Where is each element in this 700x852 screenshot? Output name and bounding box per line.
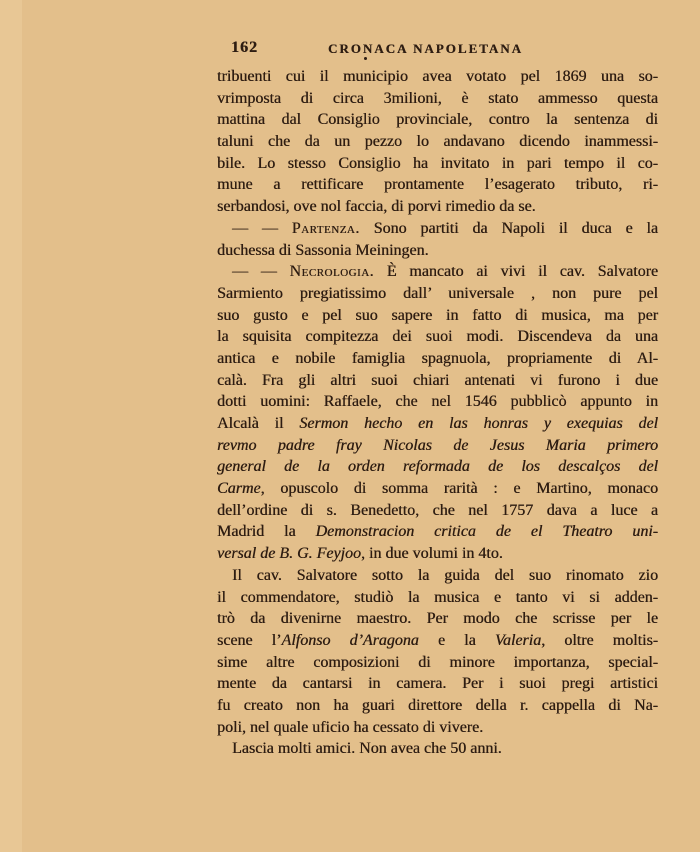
text-line [217,196,658,218]
text-line [217,435,658,457]
text-line [217,66,658,88]
text-line [217,326,658,348]
text-run: sime altre composizioni di minore importanza, special- [217,653,658,671]
text-run: vrimposta di circa 3milioni, è stato ammesso questa [217,89,658,107]
text-line [217,717,658,739]
text-run: serbandosi, ove nol faccia, di porvi rimedio da se. [217,198,536,216]
italic-text: Demonstracion critica de el Theatro uni- [315,523,658,541]
text-run: Alcalà il [217,415,300,432]
text-run: scene l’ [217,631,282,649]
text-run: , in due volumi in 4to. [360,545,503,563]
text-line [217,500,658,522]
text-run: duchessa di Sassonia Meiningen. [217,241,429,259]
smallcaps-heading: Partenza. [291,219,360,237]
text-line [217,695,658,717]
text-line [217,174,658,196]
text-line [217,652,658,674]
text-run: antica e nobile famiglia spagnuola, propriamente di Al- [217,349,658,367]
text-run: Lascia molti amici. Non avea che 50 anni. [232,740,502,758]
text-run: mune a rettificare prontamente l’esagerato tributo, ri- [217,176,658,194]
text-line [217,587,658,609]
page-header [217,39,658,59]
italic-text: Alfonso d’Aragona [281,631,419,649]
text-run: la squisita compitezza dei suoi modi. Discendeva da una [217,328,658,346]
text-run: dotti uomini: Raffaele, che nel 1546 pubblicò appunto in [217,393,658,411]
text-run: È mancato ai vivi il cav. Salvatore [374,263,659,281]
italic-text: Valeria [494,631,542,649]
text-line [217,391,658,413]
text-run: mente da cantarsi in camera. Per i suoi pregi artistici [217,675,658,693]
text-line [217,413,658,435]
text-run: dell’ordine di s. Benedetto, che nel 1757 dava a luce a [217,501,658,519]
text-run: fu creato non ha guari direttore della r. cappella di Na- [217,696,658,714]
text-line [217,218,658,240]
text-run: trò da divenirne maestro. Per modo che scrisse per le [217,610,658,628]
text-line [217,478,658,500]
text-line [217,348,658,370]
text-run: Madrid la [217,523,316,541]
text-line [217,283,658,305]
text-line [217,543,658,565]
running-title: CRONACA NAPOLETANA [327,41,523,56]
text-line [217,240,658,262]
text-line [217,305,658,327]
text-line [217,456,658,478]
text-line [217,153,658,175]
text-run: Sarmiento pregiatissimo dall’ universale , non pure pel [217,284,658,302]
text-line [217,521,658,543]
text-block [217,66,658,760]
text-run: tribuenti cui il municipio avea votato pel 1869 una so- [217,68,658,85]
text-line [217,738,658,760]
text-run: suo gusto e pel suo sapere in fatto di musica, ma per [217,306,658,324]
text-run: poli, nel quale uficio ha cessato di vivere. [217,718,484,736]
text-line [217,370,658,392]
text-run: — — [232,219,292,237]
italic-text: versal de B. G. Feyjoo [217,545,361,563]
text-line [217,608,658,630]
italic-text: revmo padre fray Nicolas de Jesus Maria primero [217,436,658,454]
text-line [217,88,658,110]
text-run: Sono partiti da Napoli il duca e la [359,219,659,237]
smallcaps-heading: Necrologia. [289,263,375,281]
italic-text: Carme [217,480,261,498]
text-line [217,630,658,652]
text-run: — — [232,263,290,281]
text-run: bile. Lo stesso Consiglio ha invitato in pari tempo il co- [217,154,658,172]
italic-text: general de la orden reformada de los descalços del [217,458,658,476]
text-line [217,261,658,283]
text-line [217,673,658,695]
ink-speck [364,57,367,60]
text-run: , oltre moltis- [541,631,659,649]
text-run: calà. Fra gli altri suoi chiari antenati vi furono i due [217,371,658,389]
text-line [217,109,658,131]
page-gutter-edge [0,0,22,852]
text-run: taluni che da un pezzo lo andavano dicendo inammessi- [217,133,658,151]
text-run: e la [418,631,495,649]
italic-text: Sermon hecho en las honras y exequias del [299,415,659,432]
text-line [217,565,658,587]
text-run: mattina dal Consiglio provinciale, contro la sentenza di [217,111,658,129]
page-number: 162 [231,39,258,56]
text-run: Il cav. Salvatore sotto la guida del suo rinomato zio [232,566,658,584]
text-run: , opuscolo di somma rarità : e Martino, monaco [260,480,658,498]
text-line [217,131,658,153]
text-run: il commendatore, studiò la musica e tanto vi si adden- [217,588,658,606]
